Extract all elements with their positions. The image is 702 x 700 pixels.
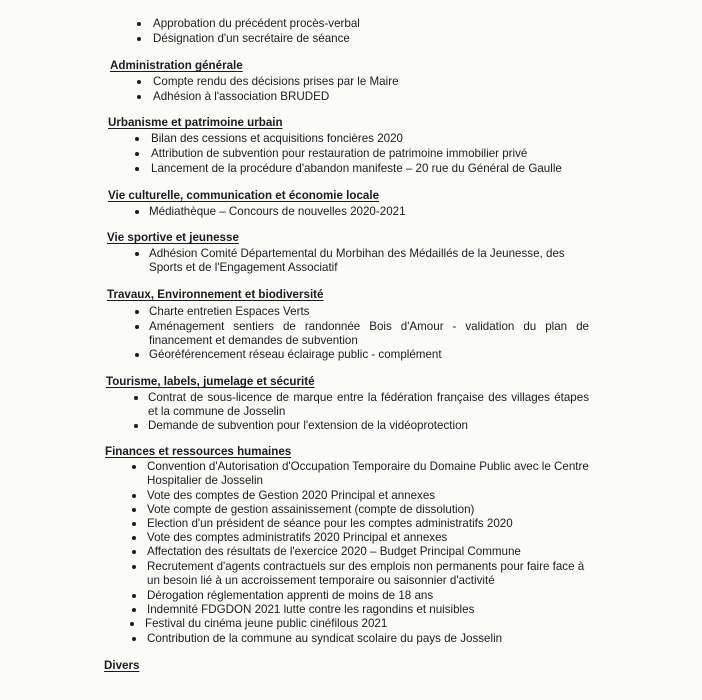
bullet-icon bbox=[134, 424, 138, 428]
section-heading: Finances et ressources humaines bbox=[105, 445, 292, 458]
list-item-text: Indemnité FDGDON 2021 lutte contre les ragondins et nuisibles bbox=[147, 603, 475, 616]
bullet-icon bbox=[132, 608, 136, 612]
bullet-icon bbox=[132, 508, 136, 512]
list-item-text: Charte entretien Espaces Verts bbox=[149, 305, 310, 318]
bullet-icon bbox=[132, 565, 136, 569]
list-item-text: Recrutement d'agents contractuels sur des emplois non permanents pour faire face à un besoin lié à un accroissement temporaire ou saisonnier d'activité bbox=[147, 560, 585, 587]
list-item-text: Bilan des cessions et acquisitions foncières 2020 bbox=[151, 132, 403, 145]
list-item-text: Vote des comptes de Gestion 2020 Principal et annexes bbox=[147, 489, 436, 502]
bullet-icon bbox=[135, 310, 139, 314]
bullet-icon bbox=[132, 494, 136, 498]
list-item-text: Attribution de subvention pour restauration de patrimoine immobilier privé bbox=[151, 147, 528, 160]
list-item-text: Demande de subvention pour l'extension de la vidéoprotection bbox=[148, 419, 468, 432]
bullet-icon bbox=[135, 353, 139, 357]
bullet-icon bbox=[130, 622, 134, 626]
list-item-text: Médiathèque – Concours de nouvelles 2020-2021 bbox=[149, 205, 406, 218]
list-item-text: Festival du cinéma jeune public cinéfilous 2021 bbox=[145, 617, 388, 630]
bullet-icon bbox=[135, 325, 139, 329]
bullet-icon bbox=[132, 637, 136, 641]
bullet-icon bbox=[135, 152, 139, 156]
list-item-text: Compte rendu des décisions prises par le Maire bbox=[153, 75, 399, 88]
bullet-icon bbox=[137, 80, 141, 84]
list-item-text: Election d'un président de séance pour les comptes administratifs 2020 bbox=[147, 517, 513, 530]
list-item-text: Désignation d'un secrétaire de séance bbox=[153, 32, 350, 45]
list-item-text: Géoréférencement réseau éclairage public - complément bbox=[149, 348, 442, 361]
list-item-text: Aménagement sentiers de randonnée Bois d'Amour - validation du plan de financement et demandes de subvention bbox=[149, 320, 589, 347]
list-item-text: Lancement de la procédure d'abandon manifeste – 20 rue du Général de Gaulle bbox=[151, 162, 562, 175]
list-item-text: Contribution de la commune au syndicat scolaire du pays de Josselin bbox=[147, 632, 503, 645]
section-heading: Travaux, Environnement et biodiversité bbox=[107, 288, 324, 301]
list-item-text: Adhésion à l'association BRUDED bbox=[153, 90, 330, 103]
bullet-icon bbox=[132, 536, 136, 540]
list-item-text: Adhésion Comité Départemental du Morbihan des Médaillés de la Jeunesse, des Sports et de l'Engagement Associatif bbox=[149, 247, 565, 274]
bullet-icon bbox=[135, 252, 139, 256]
section-heading: Vie culturelle, communication et économie locale bbox=[108, 189, 380, 202]
bullet-icon bbox=[134, 396, 138, 400]
bullet-icon bbox=[135, 137, 139, 141]
section-heading: Divers bbox=[104, 659, 140, 672]
bullet-icon bbox=[137, 95, 141, 99]
section-heading: Urbanisme et patrimoine urbain bbox=[108, 116, 283, 129]
list-item-text: Convention d'Autorisation d'Occupation Temporaire du Domaine Public avec le Centre Hospitalier de Josselin bbox=[147, 460, 589, 487]
bullet-icon bbox=[135, 210, 139, 214]
list-item-text: Contrat de sous-licence de marque entre la fédération française des villages étapes et la commune de Josselin bbox=[148, 391, 589, 418]
bullet-icon bbox=[132, 522, 136, 526]
section-heading: Vie sportive et jeunesse bbox=[107, 231, 239, 244]
bullet-icon bbox=[137, 22, 141, 26]
bullet-icon bbox=[132, 594, 136, 598]
bullet-icon bbox=[135, 167, 139, 171]
list-item-text: Affectation des résultats de l'exercice 2020 – Budget Principal Commune bbox=[147, 545, 521, 558]
list-item-text: Vote compte de gestion assainissement (compte de dissolution) bbox=[147, 503, 475, 516]
bullet-icon bbox=[132, 550, 136, 554]
bullet-icon bbox=[137, 37, 141, 41]
bullet-icon bbox=[132, 465, 136, 469]
section-heading: Administration générale bbox=[110, 59, 243, 72]
section-heading: Tourisme, labels, jumelage et sécurité bbox=[106, 375, 315, 388]
list-item-text: Vote des comptes administratifs 2020 Principal et annexes bbox=[147, 531, 448, 544]
list-item-text: Dérogation réglementation apprenti de moins de 18 ans bbox=[147, 589, 434, 602]
list-item-text: Approbation du précédent procès-verbal bbox=[153, 17, 360, 30]
